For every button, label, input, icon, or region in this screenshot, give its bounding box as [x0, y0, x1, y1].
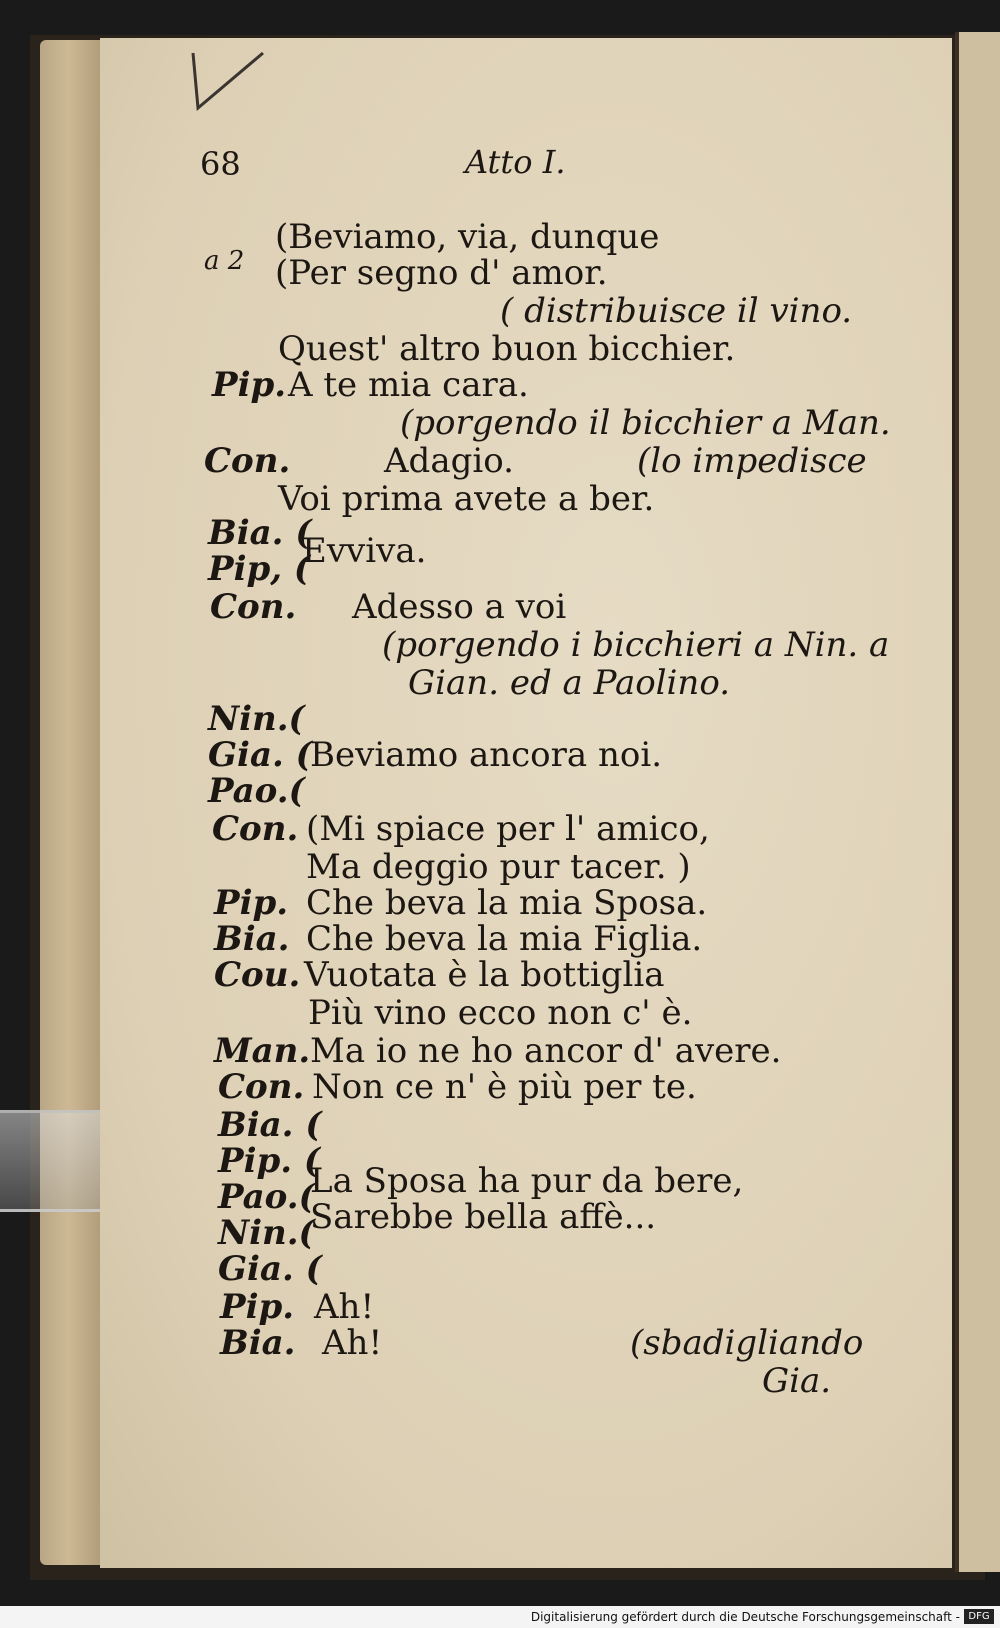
verse-line: Ah! [322, 1323, 383, 1363]
verse-line: La Sposa ha pur da bere, [310, 1161, 744, 1201]
verse-line: Vuotata è la bottiglia [304, 955, 665, 995]
verse-line: Adesso a voi [352, 587, 567, 627]
page-text [100, 38, 952, 1568]
speaker: Gia. ( [208, 735, 312, 775]
stage-direction: (sbadigliando [630, 1323, 864, 1363]
speaker: Pip, ( [208, 549, 311, 589]
speaker: Cou. [214, 955, 301, 995]
speaker: Nin.( [208, 699, 305, 739]
speaker: Pip. [212, 365, 287, 405]
speaker: Con. [218, 1067, 305, 1107]
verse-line: A te mia cara. [288, 365, 529, 405]
speaker: Bia. [220, 1323, 296, 1363]
speaker: Pao.( [218, 1177, 315, 1217]
page-number: 68 [200, 145, 241, 183]
speaker: Pao.( [208, 771, 305, 811]
verse-line: Evviva. [302, 531, 427, 571]
verse-line: Ma io ne ho ancor d' avere. [310, 1031, 782, 1071]
speaker: Con. [204, 441, 291, 481]
stage-direction: (porgendo i bicchieri a Nin. a [382, 625, 890, 665]
dfg-logo: DFG [964, 1609, 994, 1624]
speaker: Gia. ( [218, 1249, 322, 1289]
speaker: Bia. [214, 919, 290, 959]
speaker: Pip. [220, 1287, 295, 1327]
verse-line: Quest' altro buon bicchier. [278, 329, 736, 369]
speaker: Bia. ( [218, 1105, 322, 1145]
verse-line: Non ce n' è più per te. [312, 1067, 697, 1107]
verse-line: Beviamo ancora noi. [310, 735, 663, 775]
next-page-edge [955, 32, 1000, 1572]
verse-line: Più vino ecco non c' è. [308, 993, 693, 1033]
verse-line: Adagio. [384, 441, 514, 481]
speaker: Pip. ( [218, 1141, 321, 1181]
speaker: Con. [212, 809, 299, 849]
verse-line: (Beviamo, via, dunque [275, 217, 660, 257]
verse-line: (Per segno d' amor. [275, 253, 608, 293]
digitization-footer [0, 1606, 1000, 1628]
verse-line: (Mi spiace per l' amico, [306, 809, 710, 849]
speaker: Man. [214, 1031, 311, 1071]
speaker: a 2 [204, 246, 245, 276]
speaker: Con. [210, 587, 297, 627]
verse-line: Che beva la mia Sposa. [306, 883, 708, 923]
footer-credit: Digitalisierung gefördert durch die Deutsche Forschungsgemeinschaft - [530, 1610, 960, 1624]
stage-direction: (porgendo il bicchier a Man. [400, 403, 891, 443]
stage-direction: Gia. [762, 1361, 832, 1401]
verse-line: Voi prima avete a ber. [278, 479, 655, 519]
speaker: Bia. ( [208, 513, 312, 553]
stage-direction: Gian. ed a Paolino. [408, 663, 731, 703]
verse-line: Che beva la mia Figlia. [306, 919, 703, 959]
book-page [100, 38, 952, 1568]
verse-line: Ma deggio pur tacer. ) [306, 847, 691, 887]
speaker: Pip. [214, 883, 289, 923]
stage-direction: (lo impedisce [637, 441, 867, 481]
running-title: Atto I. [465, 143, 566, 181]
verse-line: Ah! [314, 1287, 375, 1327]
stage-direction: ( distribuisce il vino. [500, 291, 853, 331]
speaker: Nin.( [218, 1213, 315, 1253]
verse-line: Sarebbe bella affè... [310, 1197, 657, 1237]
